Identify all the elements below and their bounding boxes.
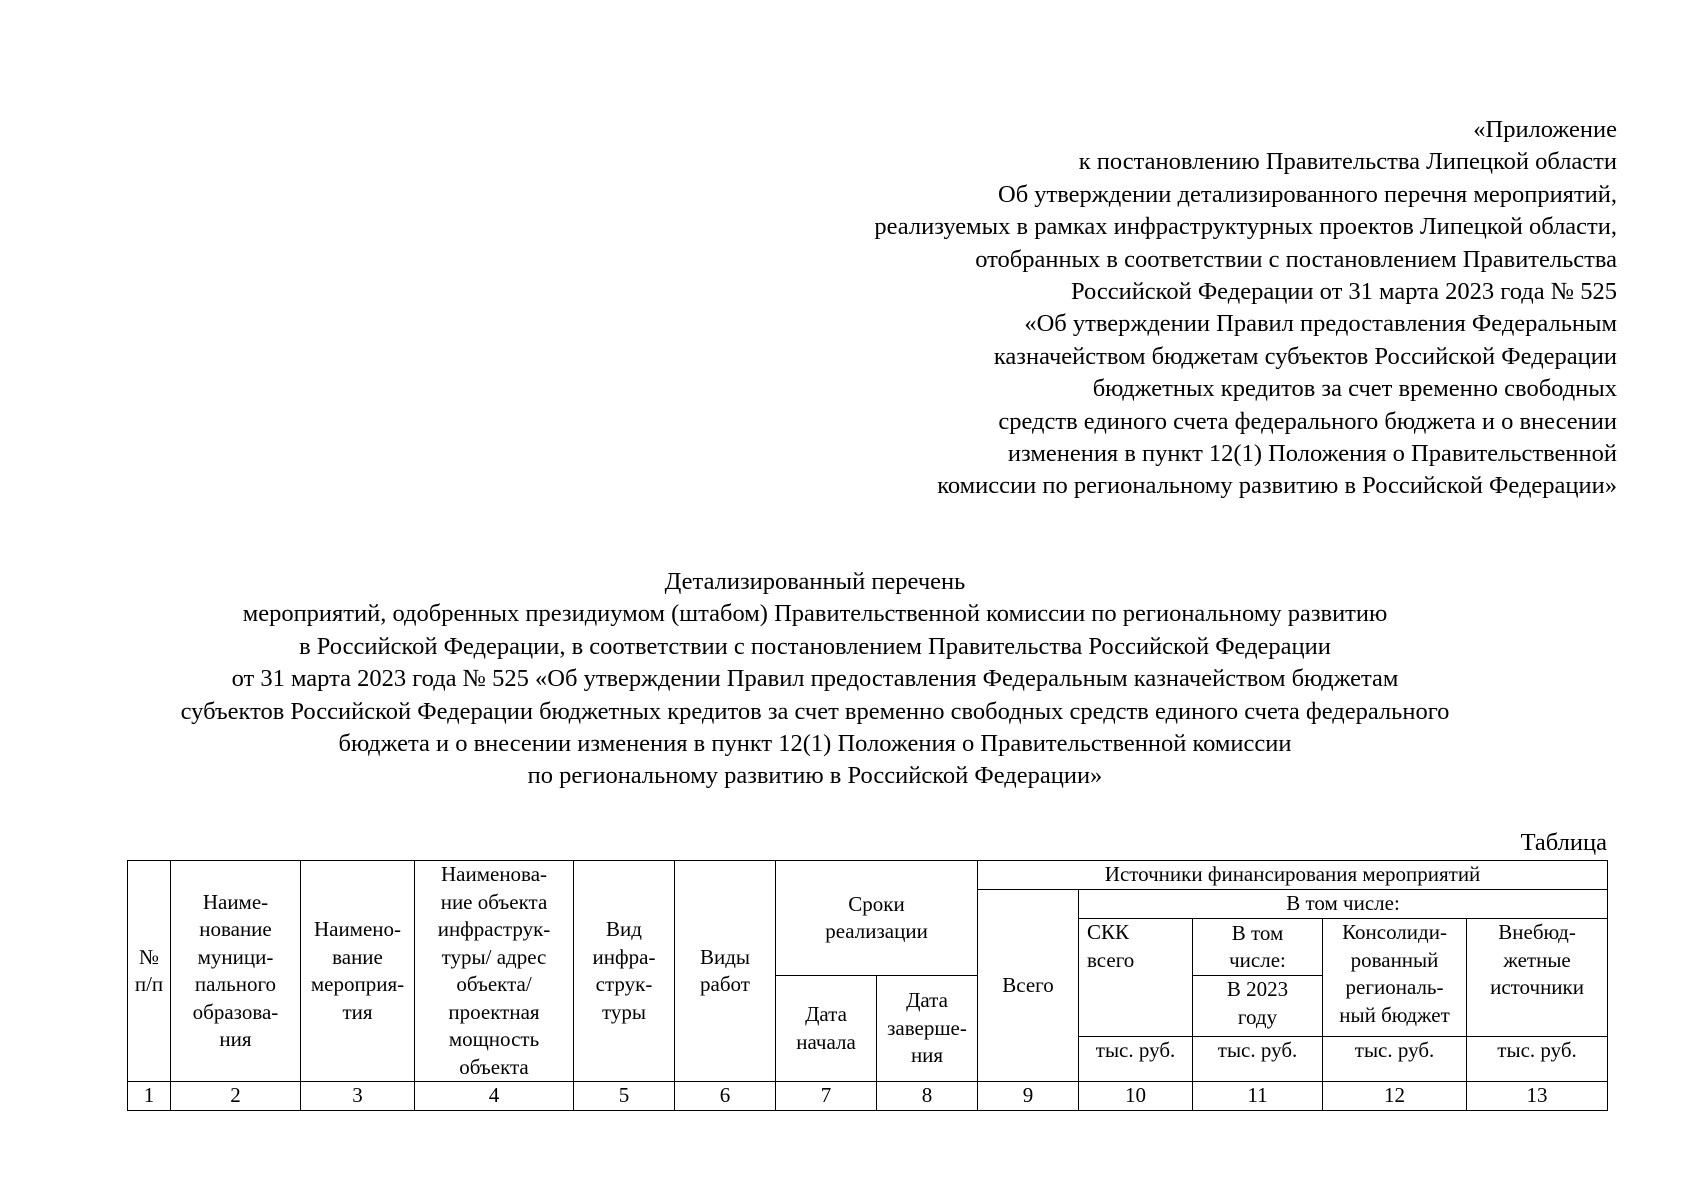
header-cell-skk-total: СКК всего	[1079, 919, 1193, 1037]
title-line: в Российской Федерации, в соответствии с постановлением Правительства Российской Федерации	[299, 632, 1331, 660]
header-cell-regional-budget: Консолиди- рованный региональ- ный бюджет	[1323, 919, 1467, 1037]
header-cell-timing: Сроки реализации	[776, 861, 978, 976]
unit-cell: тыс. руб.	[1079, 1037, 1193, 1082]
measures-table	[127, 860, 1608, 1111]
header-cell-extra-budgetary: Внебюд- жетные источники	[1467, 919, 1608, 1037]
title-line: по региональному развитию в Российской Федерации»	[527, 762, 1103, 790]
header-cell-including: В том числе:	[1079, 889, 1608, 919]
column-number: 13	[1467, 1082, 1608, 1111]
header-cell-municipality: Наиме- нование муници- пального образова- ния	[171, 861, 301, 1082]
appendix-line: комиссии по региональному развитию в Российской Федерации»	[937, 472, 1617, 500]
appendix-line: «Об утверждении Правил предоставления Федеральным	[1024, 310, 1617, 338]
table-caption: Таблица	[1520, 829, 1607, 856]
document-title	[100, 566, 1530, 793]
column-number: 8	[877, 1082, 978, 1111]
column-number: 11	[1193, 1082, 1323, 1111]
title-line: мероприятий, одобренных президиумом (штабом) Правительственной комиссии по региональному развитию	[242, 600, 1388, 628]
column-number: 2	[171, 1082, 301, 1111]
title-line: субъектов Российской Федерации бюджетных кредитов за счет временно свободных средств единого счета федерального	[180, 697, 1450, 725]
header-cell-end-date: Дата заверше- ния	[877, 976, 978, 1082]
unit-cell: тыс. руб.	[1323, 1037, 1467, 1082]
appendix-line: реализуемых в рамках инфраструктурных проектов Липецкой области,	[874, 213, 1617, 241]
appendix-line: к постановлению Правительства Липецкой области	[1078, 148, 1617, 176]
appendix-line: средств единого счета федерального бюджета и о внесении	[998, 407, 1617, 435]
appendix-block	[617, 114, 1617, 503]
column-number: 4	[415, 1082, 574, 1111]
header-cell-number: № п/п	[128, 861, 171, 1082]
appendix-line: «Приложение	[1473, 116, 1617, 143]
title-line: бюджета и о внесении изменения в пункт 12(1) Положения о Правительственной комиссии	[338, 730, 1292, 758]
appendix-line: бюджетных кредитов за счет временно свободных	[1092, 375, 1617, 403]
header-cell-including-2: В том числе:	[1193, 919, 1323, 976]
header-cell-measure-name: Наимено- вание мероприя- тия	[301, 861, 415, 1082]
header-cell-work-types: Виды работ	[675, 861, 776, 1082]
header-cell-funding-sources: Источники финансирования мероприятий	[978, 861, 1608, 890]
column-number: 3	[301, 1082, 415, 1111]
appendix-line: Об утверждении детализированного перечня мероприятий,	[998, 180, 1617, 208]
header-cell-object-name: Наименова- ние объекта инфраструк- туры/ адрес объекта/ проектная мощность объекта	[415, 861, 574, 1082]
appendix-line: отобранных в соответствии с постановлением Правительства	[975, 245, 1617, 273]
header-cell-in-2023: В 2023 году	[1193, 976, 1323, 1037]
appendix-line: казначейством бюджетам субъектов Российской Федерации	[993, 342, 1617, 370]
column-number: 5	[574, 1082, 675, 1111]
table-container	[127, 860, 1607, 1111]
unit-cell: тыс. руб.	[1467, 1037, 1608, 1082]
header-cell-start-date: Дата начала	[776, 976, 877, 1082]
header-cell-total: Всего	[978, 889, 1079, 1082]
column-number: 9	[978, 1082, 1079, 1111]
column-number: 6	[675, 1082, 776, 1111]
appendix-line: Российской Федерации от 31 марта 2023 года № 525	[1070, 278, 1617, 306]
appendix-line: изменения в пункт 12(1) Положения о Правительственной	[1007, 440, 1617, 468]
header-cell-infrastructure-type: Вид инфра- струк- туры	[574, 861, 675, 1082]
column-number: 10	[1079, 1082, 1193, 1111]
column-number: 12	[1323, 1082, 1467, 1111]
title-line: от 31 марта 2023 года № 525 «Об утверждении Правил предоставления Федеральным казначейством бюджетам	[231, 665, 1399, 693]
unit-cell: тыс. руб.	[1193, 1037, 1323, 1082]
column-number: 1	[128, 1082, 171, 1111]
column-number: 7	[776, 1082, 877, 1111]
title-line: Детализированный перечень	[664, 568, 966, 595]
